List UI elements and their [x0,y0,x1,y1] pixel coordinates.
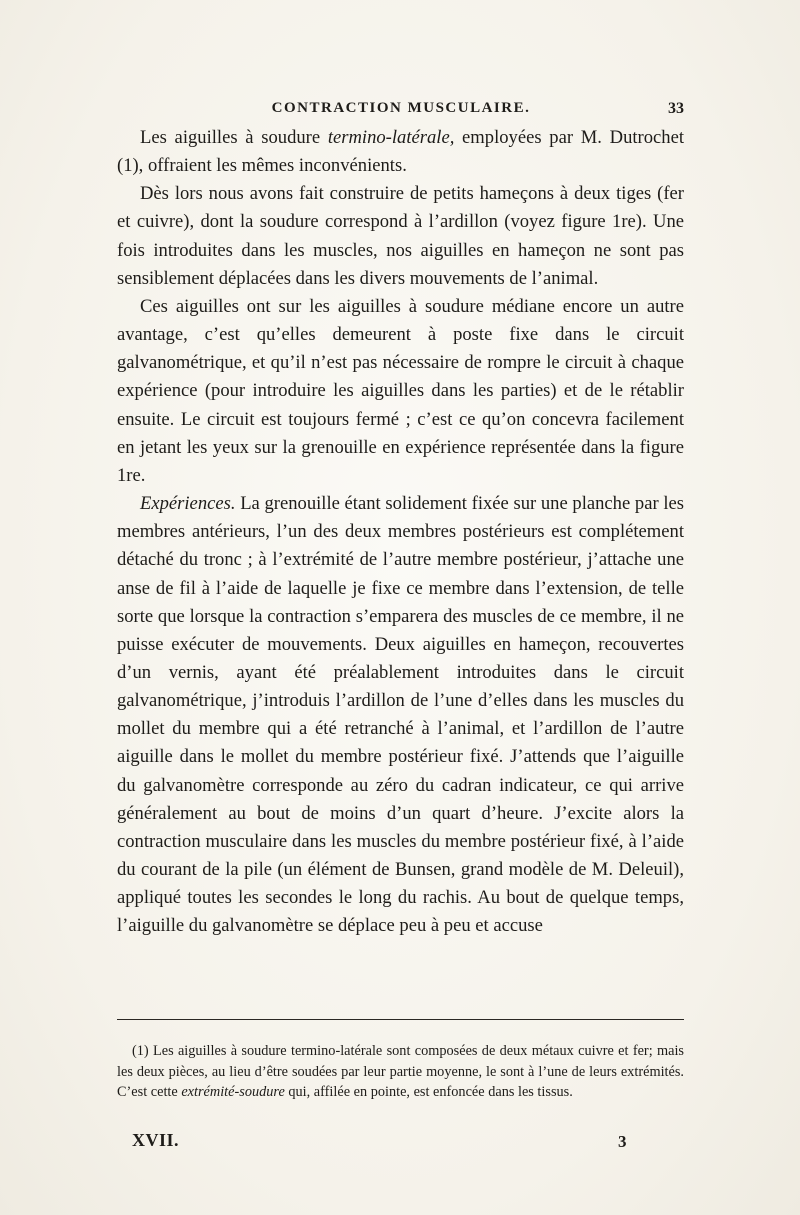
signature-sheet: 3 [618,1132,627,1151]
footnote-text [117,1041,684,1103]
footnote-rule [117,1019,684,1020]
signature-volume: XVII. [132,1130,180,1150]
paragraph-1-end: employées par M. Dutrochet (1), offraient les mêmes inconvénients. [117,127,684,177]
running-title: CONTRACTION MUSCULAIRE. [271,100,531,116]
footnote-end: qui, affilée en pointe, est enfoncée dans les tissus. [284,1084,573,1100]
paragraph-2: Dès lors nous avons fait construire de petits hameçons à deux tiges (fer et cuivre), dont la soudure correspond à l’ardillon (voyez figure 1re). Une fois introduites dans les muscles, nos aiguilles en hameçon ne sont pas sensiblement déplacées dans les divers mouvements de l’animal. [117,183,684,289]
paragraph-4-body: La grenouille étant solidement fixée sur une planche par les membres antérieurs, l’un des deux membres postérieurs est complétement détaché du tronc ; à l’extrémité de l’autre membre postérieur, j’attache une anse de fil à l’aide de laquelle je fixe ce membre dans l’extension, de telle sorte que lorsque la contraction s’emparera des muscles de ce membre, il ne puisse exécuter de mouvements. Deux aiguilles en hameçon, recouvertes d’un vernis, ayant été préalablement introduites dans le circuit galvanométrique, j’introduis l’ardillon de l’une d’elles dans les muscles du mollet du membre qui a été retranché à l’animal, et l’ardillon de l’autre aiguille dans le mollet du membre postérieur fixé. J’attends que l’aiguille du galvanomètre corresponde au zéro du cadran indicateur, ce qui arrive généralement au bout de moins d’un quart d’heure. J’excite alors la contraction musculaire dans les muscles du membre postérieur fixé, à l’aide du courant de la pile (un élément de Bunsen, grand modèle de M. Deleuil), appliqué toutes les secondes le long du rachis. Au bout de quelque temps, l’aiguille du galvanomètre se déplace peu à peu et accuse [117,493,684,937]
footnote-italic: extrémité-soudure [181,1084,285,1100]
paragraph-3: Ces aiguilles ont sur les aiguilles à soudure médiane encore un autre avantage, c’est qu’elles demeurent à poste fixe dans le circuit galvanométrique, et qu’il n’est pas nécessaire de rompre le circuit à chaque expérience (pour introduire les aiguilles dans les parties) et de le rétablir ensuite. Le circuit est toujours fermé ; c’est ce qu’on concevra facilement en jetant les yeux sur la grenouille en expérience représentée dans la figure 1re. [117,295,684,486]
paragraph-1-italic: termino-latérale, [327,127,455,148]
body-text [117,124,684,941]
footnote-start: (1) Les aiguilles à soudure termino-latérale sont composées de deux métaux cuivre et fer; mais les deux pièces, au lieu d’être soudées par leur partie moyenne, le sont à l’une de leurs extrémités. C’est cette [117,1043,684,1100]
paragraph-1-start: Les aiguilles à soudure [140,127,328,148]
paragraph-4 [117,490,684,941]
paragraph-1 [117,124,684,180]
running-head [118,100,684,124]
paragraph-4-italic: Expériences. [140,493,236,515]
page-number: 33 [668,100,684,117]
footnote [117,1041,684,1103]
